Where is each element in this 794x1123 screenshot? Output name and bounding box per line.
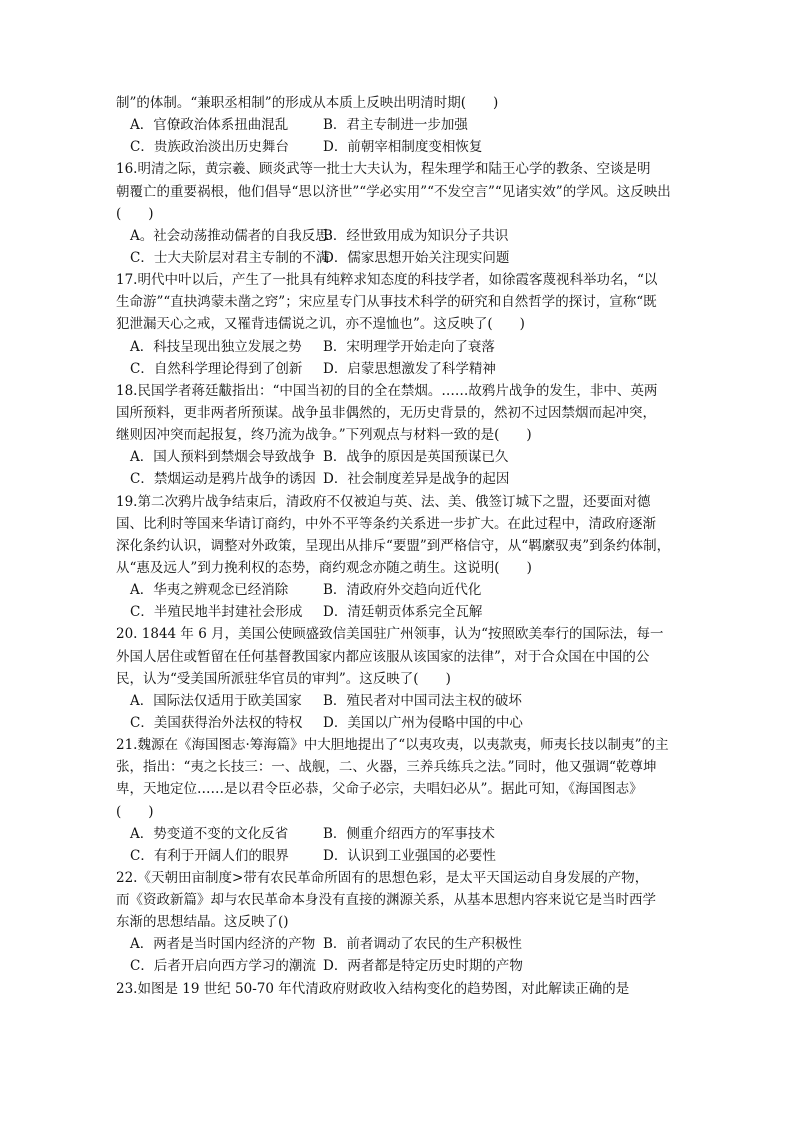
option-c[interactable]: C．美国获得治外法权的特权 <box>130 714 303 731</box>
option-c[interactable]: C．士大夫阶层对君主专制的不满 <box>130 249 330 266</box>
question-16 <box>116 158 676 269</box>
option-row <box>116 579 676 601</box>
question-stem-line: 而《资政新篇》却与农民革命本身没有直接的渊源关系，从基本思想内容来说它是当时西学 <box>116 892 656 909</box>
question-stem-line: 国所预料，更非两者所预谋。战争虽非偶然的，无历史背景的，然初不过因禁烟而起冲突， <box>116 404 656 421</box>
option-a[interactable]: A．国际法仅适用于欧美国家 <box>130 692 302 709</box>
question-stem-line: 18.民国学者蒋廷黻指出：“中国当初的目的全在禁烟。……故鸦片战争的发生，非中、英两 <box>116 382 658 399</box>
question-list <box>116 92 676 1000</box>
option-row <box>116 823 676 845</box>
question-stem-line: 生命游”“直抉鸿蒙未凿之窍”；宋应星专门从事技术科学的研究和自然哲学的探讨，宣称“既 <box>116 294 657 311</box>
question-stem-line: 22.《天朝田亩制度>带有农民革命所固有的思想色彩，是太平天国运动自身发展的产物， <box>116 869 649 886</box>
question-stem-line: 继则因冲突而起报复，终乃流为战争。”下列观点与材料一致的是( ) <box>116 427 532 444</box>
option-d[interactable]: D．两者都是特定历史时期的产物 <box>323 958 523 975</box>
option-b[interactable]: B．清政府外交趋向近代化 <box>323 582 482 599</box>
option-row <box>116 358 676 380</box>
question-stem-line: 制”的体制。“兼职丞相制”的形成从本质上反映出明清时期( ) <box>116 95 499 111</box>
option-row <box>116 114 676 136</box>
option-row <box>116 468 676 490</box>
question-stem-line: 16.明清之际，黄宗羲、顾炎武等一批士大夫认为，程朱理学和陆王心学的教条、空谈是明 <box>116 161 651 178</box>
question-stem-line: 国、比利时等国来华请订商约，中外不平等条约关系进一步扩大。在此过程中，清政府逐渐 <box>116 515 656 532</box>
option-c[interactable]: C．有利于开阔人们的眼界 <box>130 847 289 864</box>
question-15 <box>116 92 676 158</box>
question-stem-line: 民，认为“受美国所派驻华官员的审判”。这反映了( ) <box>116 670 451 687</box>
option-d[interactable]: D．美国以广州为侵略中国的中心 <box>323 714 523 731</box>
option-b[interactable]: B．侧重介绍西方的军事技术 <box>323 825 495 842</box>
option-d[interactable]: D．启蒙思想激发了科学精神 <box>323 360 496 377</box>
option-c[interactable]: C．后者开启向西方学习的潮流 <box>130 958 316 975</box>
question-stem-line: 20. 1844 年 6 月，美国公使顾盛致信美国驻广州领事，认为“按照欧美奉行的国际法，每一 <box>116 626 664 643</box>
option-a[interactable]: A．华夷之辨观念已经消除 <box>130 582 289 599</box>
option-row <box>116 446 676 468</box>
option-d[interactable]: D．认识到工业强国的必要性 <box>323 847 496 864</box>
option-d[interactable]: D．社会制度差异是战争的起因 <box>323 471 510 488</box>
question-18 <box>116 380 676 491</box>
question-stem-line: 19.第二次鸦片战争结束后，清政府不仅被迫与英、法、美、俄签订城下之盟，还要面对德 <box>116 493 651 510</box>
question-stem-line: 东渐的思想结晶。这反映了() <box>116 914 289 931</box>
option-row <box>116 955 676 977</box>
option-a[interactable]: A．势变道不变的文化反省 <box>130 825 289 842</box>
option-a[interactable]: A．国人预料到禁烟会导致战争 <box>130 449 316 466</box>
question-22 <box>116 867 676 978</box>
question-stem-line: 从“惠及远人”到力挽利权的态势，商约观念亦随之萌生。这说明( ) <box>116 559 532 576</box>
option-row <box>116 225 676 247</box>
question-stem-line: 17.明代中叶以后，产生了一批具有纯粹求知态度的科技学者，如徐霞客蔑视科举功名，“以 <box>116 272 658 289</box>
option-row <box>116 933 676 955</box>
option-d[interactable]: D．儒家思想开始关注现实问题 <box>323 249 510 266</box>
option-row <box>116 712 676 734</box>
option-row <box>116 336 676 358</box>
question-stem-line: 深化条约认识，调整对外政策，呈现出从排斥“要盟”到严格信守，从“羁縻驭夷”到条约体制， <box>116 537 671 554</box>
question-stem-line: ( ) <box>116 205 154 222</box>
option-b[interactable]: B．宋明理学开始走向了衰落 <box>323 338 495 355</box>
question-21 <box>116 734 676 867</box>
question-stem-line: 犯泄漏天心之戒，又罹背违儒说之讥，亦不遑恤也”。这反映了( ) <box>116 316 525 333</box>
question-stem-line: 朝覆亡的重要祸根，他们倡导“思以济世”“学必实用”“不发空言”“见诸实效”的学风。这反映出 <box>116 183 671 200</box>
option-row <box>116 690 676 712</box>
question-stem-line: 23.如图是 19 世纪 50-70 年代清政府财政收入结构变化的趋势图，对此解读正确的是 <box>116 980 630 997</box>
question-stem-line: ( ) <box>116 803 154 820</box>
question-stem-line: 卑，天地定位……是以君令臣必恭，父命子必宗，夫唱妇必从”。据此可知，《海国图志》 <box>116 781 643 798</box>
option-d[interactable]: D．清廷朝贡体系完全瓦解 <box>323 604 483 621</box>
question-23 <box>116 978 676 1000</box>
option-b[interactable]: B．前者调动了农民的生产积极性 <box>323 936 522 953</box>
option-b[interactable]: B．经世致用成为知识分子共识 <box>323 227 509 244</box>
option-c[interactable]: C．贵族政治淡出历史舞台 <box>130 139 289 156</box>
option-b[interactable]: B．殖民者对中国司法主权的破坏 <box>323 692 522 709</box>
option-row <box>116 845 676 867</box>
option-a[interactable]: A．官僚政治体系扭曲混乱 <box>130 117 289 134</box>
option-c[interactable]: C．半殖民地半封建社会形成 <box>130 604 303 621</box>
option-row <box>116 247 676 269</box>
question-17 <box>116 269 676 380</box>
option-a[interactable]: A。社会动荡推动儒者的自我反思 <box>130 227 329 244</box>
option-c[interactable]: C．禁烟运动是鸦片战争的诱因 <box>130 471 316 488</box>
question-20 <box>116 623 676 734</box>
option-a[interactable]: A．科技呈现出独立发展之势 <box>130 338 302 355</box>
option-c[interactable]: C．自然科学理论得到了创新 <box>130 360 303 377</box>
option-b[interactable]: B．君主专制进一步加强 <box>323 117 468 134</box>
question-stem-line: 张，指出：“夷之长技三：一、战舰，二、火器，三养兵练兵之法。”同时，他又强调“乾尊坤 <box>116 759 657 776</box>
question-stem-line: 21.魏源在《海国图志·筹海篇》中大胆地提出了“以夷攻夷，以夷款夷，师夷长技以制夷”的主 <box>116 737 669 754</box>
option-b[interactable]: B．战争的原因是英国预谋已久 <box>323 449 509 466</box>
option-row <box>116 601 676 623</box>
option-a[interactable]: A．两者是当时国内经济的产物 <box>130 936 316 953</box>
option-row <box>116 136 676 158</box>
question-stem-line: 外国人居住或暂留在任何基督教国家内都应该服从该国家的法律”，对于合众国在中国的公 <box>116 648 650 665</box>
question-19 <box>116 491 676 624</box>
option-d[interactable]: D．前朝宰相制度变相恢复 <box>323 139 483 156</box>
